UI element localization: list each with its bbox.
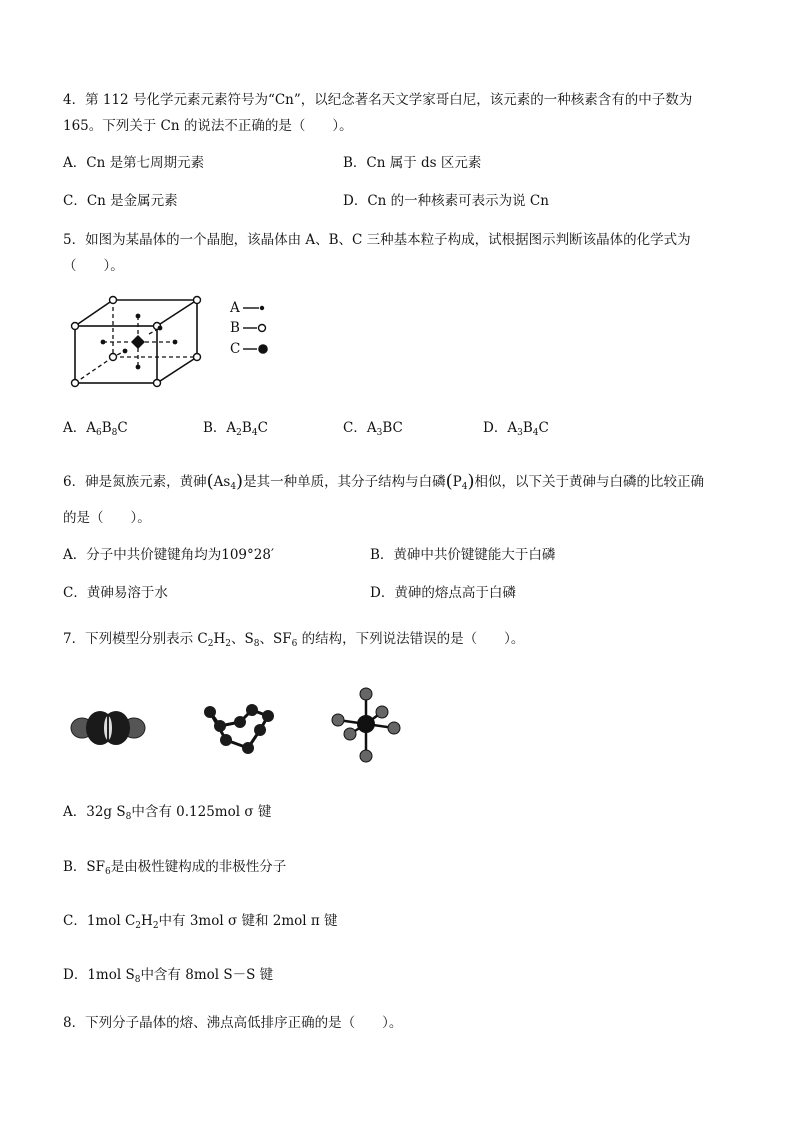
q6-text-a: 6．砷是氮族元素，黄砷 bbox=[63, 474, 207, 490]
q5-option-b-label: B． bbox=[203, 420, 227, 436]
formula-as4: As bbox=[213, 474, 231, 490]
q7-option-c-text: C．1mol C bbox=[63, 913, 136, 929]
q7-option-d[interactable] bbox=[63, 965, 273, 985]
formula-part: B bbox=[522, 420, 533, 436]
formula-sub: 8 bbox=[111, 428, 118, 438]
formula-part: BC bbox=[382, 420, 403, 436]
formula-part: C bbox=[257, 420, 268, 436]
q5-option-c[interactable] bbox=[343, 418, 403, 438]
q6-stem-line2: 的是（ ）。 bbox=[63, 510, 151, 526]
q5-option-a-label: A． bbox=[63, 420, 87, 436]
q7-option-b-text: B．SF bbox=[63, 859, 106, 875]
q7-option-b[interactable] bbox=[63, 857, 286, 877]
formula-sub: 4 bbox=[532, 428, 539, 438]
formula-part: H bbox=[213, 631, 226, 647]
q7-option-a-text: A．32g S bbox=[63, 804, 126, 820]
q5-option-c-label: C． bbox=[343, 420, 367, 436]
formula-sub: 2 bbox=[135, 921, 142, 931]
q7-option-c-text: 中有 3mol σ 键和 2mol π 键 bbox=[158, 913, 338, 929]
q5-option-d[interactable] bbox=[483, 418, 549, 438]
q4-stem-line1: 4．第 112 号化学元素元素符号为“Cn”，以纪念著名天文学家哥白尼，该元素的一种核素含有的中子数为 bbox=[63, 92, 693, 108]
formula-part: C bbox=[117, 420, 128, 436]
q7-text-a: 7．下列模型分别表示 C bbox=[63, 631, 208, 647]
formula-part: B bbox=[101, 420, 112, 436]
formula-sub: 6 bbox=[105, 867, 111, 877]
q5-option-a[interactable] bbox=[63, 418, 128, 438]
formula-part: A bbox=[507, 420, 518, 436]
formula-part: A bbox=[366, 420, 377, 436]
q6-text-c: 相似，以下关于黄砷与白磷的比较正确 bbox=[474, 474, 704, 490]
legend-markers bbox=[243, 300, 273, 360]
c2h2-model-figure bbox=[68, 708, 148, 748]
formula-sub: 2 bbox=[236, 428, 242, 438]
formula-sub: 3 bbox=[517, 428, 523, 438]
formula-sub: 2 bbox=[225, 639, 231, 649]
q7-option-a-text: 中含有 0.125mol σ 键 bbox=[131, 804, 272, 820]
formula-sub: 3 bbox=[376, 428, 383, 438]
s8-model-figure bbox=[196, 700, 286, 760]
unit-cell-figure bbox=[65, 292, 215, 392]
q6-option-c[interactable]: C．黄砷易溶于水 bbox=[63, 585, 168, 601]
q4-stem-line2: 165。下列关于 Cn 的说法不正确的是（ ）。 bbox=[63, 118, 353, 134]
legend-label-a: A bbox=[230, 300, 240, 316]
q7-option-b-text: 是由极性键构成的非极性分子 bbox=[110, 859, 287, 875]
q7-option-a[interactable] bbox=[63, 802, 271, 822]
formula-part: C bbox=[538, 420, 549, 436]
q5-option-b[interactable] bbox=[203, 418, 268, 438]
formula-sub: 6 bbox=[96, 428, 102, 438]
formula-part: A bbox=[86, 420, 96, 436]
q7-stem bbox=[63, 629, 524, 649]
q5-stem-line2: （ ）。 bbox=[63, 258, 124, 274]
formula-sub: 8 bbox=[253, 639, 260, 649]
formula-sub: 4 bbox=[461, 482, 468, 492]
formula-p4: P bbox=[452, 474, 462, 490]
q5-stem-line1: 5．如图为某晶体的一个晶胞，该晶体由 A、B、C 三种基本粒子构成，试根据图示判断该晶体的化学式为 bbox=[63, 232, 691, 248]
formula-sub: 4 bbox=[251, 428, 258, 438]
formula-sub: 8 bbox=[125, 812, 132, 822]
q4-option-d[interactable]: D．Cn 的一种核素可表示为说 Cn bbox=[343, 193, 549, 209]
q5-option-d-label: D． bbox=[483, 420, 508, 436]
q7-option-d-text: 中含有 8mol S－S 键 bbox=[140, 967, 274, 983]
q6-option-d[interactable]: D．黄砷的熔点高于白磷 bbox=[370, 585, 516, 601]
q6-option-b[interactable]: B．黄砷中共价键键能大于白磷 bbox=[370, 547, 556, 563]
formula-part: H bbox=[141, 913, 153, 929]
q7-option-c[interactable] bbox=[63, 911, 338, 931]
q8-stem: 8．下列分子晶体的熔、沸点高低排序正确的是（ ）。 bbox=[63, 1015, 403, 1031]
sf6-model-figure bbox=[328, 686, 404, 766]
formula-sub: 6 bbox=[291, 639, 298, 649]
formula-part: B bbox=[241, 420, 252, 436]
q4-option-c[interactable]: C．Cn 是金属元素 bbox=[63, 193, 178, 209]
q7-text-b: 、S bbox=[230, 631, 254, 647]
formula-sub: 2 bbox=[207, 639, 214, 649]
q7-text-c: 、SF bbox=[259, 631, 292, 647]
legend-label-b: B bbox=[230, 320, 240, 336]
q4-option-b[interactable]: B．Cn 属于 ds 区元素 bbox=[343, 155, 482, 171]
q6-text-b: 是其一种单质，其分子结构与白磷 bbox=[243, 474, 446, 490]
q4-option-a[interactable]: A．Cn 是第七周期元素 bbox=[63, 155, 205, 171]
legend-label-c: C bbox=[230, 341, 241, 357]
q6-option-a[interactable]: A．分子中共价键键角均为109°28′ bbox=[63, 547, 275, 563]
q7-option-d-text: D．1mol S bbox=[63, 967, 135, 983]
formula-sub: 4 bbox=[230, 482, 237, 492]
formula-sub: 8 bbox=[134, 975, 141, 985]
formula-sub: 2 bbox=[152, 921, 159, 931]
q6-stem-line1: 6．砷是氮族元素，黄砷$(As_4)$是其一种单质，其分子结构与白磷$(P_4)$相似，以下关于黄砷与白磷的比较正确 bbox=[63, 471, 704, 492]
q7-text-d: 的结构，下列说法错误的是（ ）。 bbox=[297, 631, 525, 647]
formula-part: A bbox=[226, 420, 237, 436]
